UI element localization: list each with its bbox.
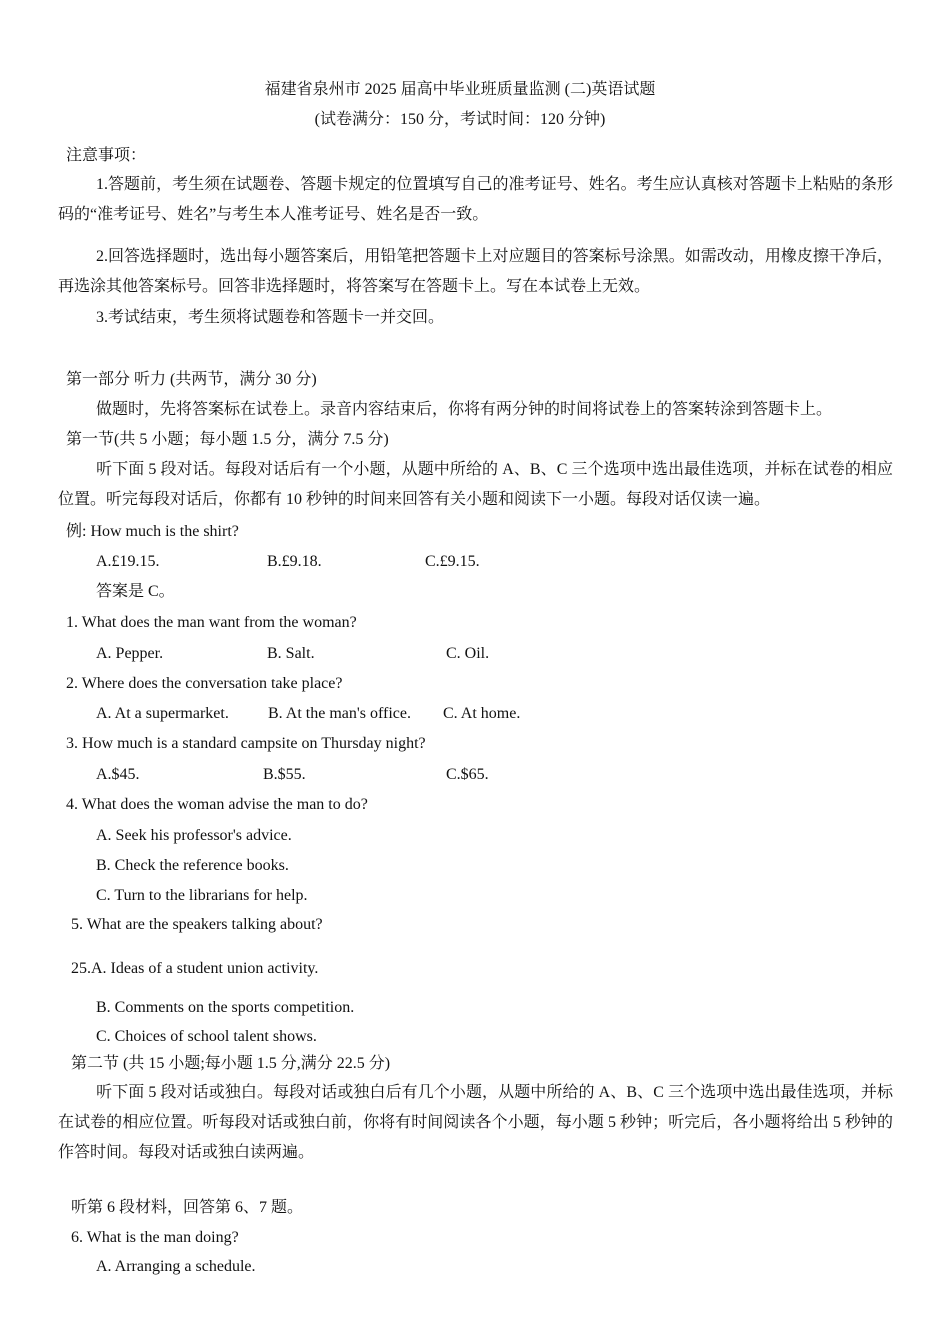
q3-option-c: C.$65. xyxy=(446,766,489,783)
question-4: 4. What does the woman advise the man to do? xyxy=(66,796,368,813)
notice-item-1-text: 1.答题前，考生须在试题卷、答题卡规定的位置填写自己的准考证号、姓名。考生应认真核对答题卡上粘贴的条形码的“准考证号、姓名”与考生本人准考证号、姓名是否一致。 xyxy=(58,176,893,223)
q4-option-b: B. Check the reference books. xyxy=(96,857,289,874)
section1-instructions-text: 听下面 5 段对话。每段对话后有一个小题，从题中所给的 A、B、C 三个选项中选出最佳选项，并标在试卷的相应位置。听完每段对话后，你都有 10 秒钟的时间来回答有关小题和阅读下一小题。每段对话仅读一遍。 xyxy=(58,461,893,508)
example-option-a: A.£19.15. xyxy=(96,553,160,570)
question-6: 6. What is the man doing? xyxy=(71,1229,239,1246)
example-option-c: C.£9.15. xyxy=(425,553,480,570)
q3-option-b: B.$55. xyxy=(263,766,306,783)
question-1: 1. What does the man want from the woman? xyxy=(66,614,357,631)
q1-option-c: C. Oil. xyxy=(446,645,490,662)
page-title: 福建省泉州市 2025 届高中毕业班质量监测 (二)英语试题 xyxy=(264,81,656,98)
part1-heading: 第一部分 听力 (共两节，满分 30 分) xyxy=(66,371,317,388)
notice-item-1 xyxy=(58,170,893,230)
q6-option-a: A. Arranging a schedule. xyxy=(96,1258,256,1275)
q2-option-b: B. At the man's office. xyxy=(268,705,412,722)
q3-option-a: A.$45. xyxy=(96,766,140,783)
q5-option-b: B. Comments on the sports competition. xyxy=(96,999,355,1016)
q4-option-a: A. Seek his professor's advice. xyxy=(96,827,292,844)
q2-option-c: C. At home. xyxy=(443,705,521,722)
q5-option-a: 25.A. Ideas of a student union activity. xyxy=(71,960,319,977)
section2-instructions xyxy=(58,1078,893,1168)
question-2: 2. Where does the conversation take place? xyxy=(66,675,343,692)
notice-heading: 注意事项： xyxy=(66,147,147,164)
section2-instructions-text: 听下面 5 段对话或独白。每段对话或独白后有几个小题，从题中所给的 A、B、C 三个选项中选出最佳选项，并标在试卷的相应位置。听每段对话或独白前，你将有时间阅读各个小题，每小题 5 秒钟；听完后，各小题将给出 5 秒钟的作答时间。每段对话或独白读两遍。 xyxy=(58,1084,893,1161)
q5-option-c: C. Choices of school talent shows. xyxy=(96,1028,317,1045)
section2-heading: 第二节 (共 15 小题;每小题 1.5 分,满分 22.5 分) xyxy=(71,1055,391,1072)
example-answer: 答案是 C。 xyxy=(96,583,175,600)
question-5: 5. What are the speakers talking about? xyxy=(71,916,323,933)
notice-item-3: 3.考试结束，考生须将试题卷和答题卡一并交回。 xyxy=(96,309,445,326)
question-3: 3. How much is a standard campsite on Thursday night? xyxy=(66,735,426,752)
q1-option-a: A. Pepper. xyxy=(96,645,164,662)
q1-option-b: B. Salt. xyxy=(267,645,315,662)
material-6-heading: 听第 6 段材料，回答第 6、7 题。 xyxy=(71,1199,304,1216)
section1-heading: 第一节(共 5 小题；每小题 1.5 分，满分 7.5 分) xyxy=(66,431,389,448)
notice-item-2 xyxy=(58,242,893,302)
example-question: 例: How much is the shirt? xyxy=(66,523,239,540)
example-option-b: B.£9.18. xyxy=(267,553,322,570)
q2-option-a: A. At a supermarket. xyxy=(96,705,229,722)
section1-instructions xyxy=(58,455,893,515)
page-subtitle: (试卷满分：150 分，考试时间：120 分钟) xyxy=(314,111,606,128)
part1-intro: 做题时，先将答案标在试卷上。录音内容结束后，你将有两分钟的时间将试卷上的答案转涂到答题卡上。 xyxy=(96,401,833,418)
q4-option-c: C. Turn to the librarians for help. xyxy=(96,887,308,904)
notice-item-2-text: 2.回答选择题时，选出每小题答案后，用铅笔把答题卡上对应题目的答案标号涂黑。如需改动，用橡皮擦干净后，再选涂其他答案标号。回答非选择题时，将答案写在答题卡上。写在本试卷上无效。 xyxy=(58,248,893,295)
